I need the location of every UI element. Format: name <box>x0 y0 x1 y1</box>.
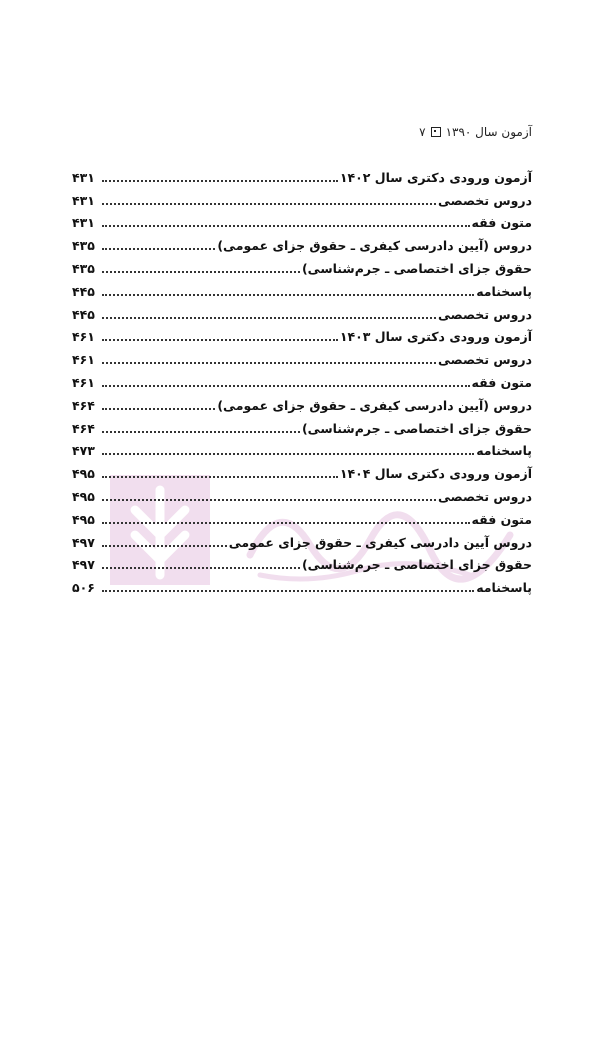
toc-entry[interactable] <box>72 277 532 300</box>
toc-entry-page: ۴۴۵ <box>72 306 95 322</box>
toc-entry[interactable] <box>72 323 532 346</box>
toc-entry-page: ۴۴۵ <box>72 283 95 299</box>
toc-entry-page: ۴۳۵ <box>72 260 95 276</box>
toc-entry-page: ۴۳۵ <box>72 238 95 254</box>
toc-entry-title: متون فقه <box>471 511 532 527</box>
toc-entry-title: دروس تخصصی <box>438 488 532 504</box>
toc-entry[interactable] <box>72 345 532 368</box>
toc-entry-page: ۴۹۵ <box>72 466 95 482</box>
toc-entry[interactable] <box>72 163 532 186</box>
toc-entry[interactable] <box>72 254 532 277</box>
toc-entry-title: پاسخنامه <box>476 443 532 459</box>
toc-entry[interactable] <box>72 300 532 323</box>
toc-entry-title: پاسخنامه <box>476 580 532 596</box>
toc-entry-page: ۴۷۳ <box>72 443 95 459</box>
dot-leader <box>102 567 300 569</box>
toc-entry[interactable] <box>72 414 532 437</box>
toc-entry-title: دروس (آیین دادرسی کیفری ـ حقوق جزای عمومی) <box>217 238 532 254</box>
toc-entry-page: ۴۹۵ <box>72 511 95 527</box>
dot-leader <box>102 385 470 387</box>
toc-entry-title: دروس (آیین دادرسی کیفری ـ حقوق جزای عمومی) <box>217 397 532 413</box>
toc-entry-title: حقوق جزای اختصاصی ـ جرم‌شناسی) <box>301 557 532 573</box>
table-of-contents <box>72 163 532 596</box>
toc-entry-title: دروس آیین دادرسی کیفری ـ حقوق جزای عمومی <box>228 534 532 550</box>
dot-leader <box>102 476 338 478</box>
toc-entry[interactable] <box>72 528 532 551</box>
dot-leader <box>102 590 474 592</box>
dot-leader <box>102 362 436 364</box>
dot-leader <box>102 431 300 433</box>
toc-entry-page: ۴۶۱ <box>72 329 95 345</box>
toc-entry-page: ۴۶۱ <box>72 352 95 368</box>
toc-entry-title: آزمون ورودی دکتری سال ۱۴۰۴ <box>339 466 532 482</box>
toc-entry-title: آزمون ورودی دکتری سال ۱۴۰۲ <box>339 169 532 185</box>
page-number: ۷ <box>419 125 426 139</box>
toc-entry-page: ۵۰۶ <box>72 580 95 596</box>
dot-leader <box>102 203 436 205</box>
square-ornament-icon <box>431 127 441 137</box>
toc-entry-title: پاسخنامه <box>476 283 532 299</box>
toc-entry[interactable] <box>72 573 532 596</box>
dot-leader <box>102 339 338 341</box>
toc-entry-page: ۴۶۴ <box>72 397 95 413</box>
toc-entry-page: ۴۹۷ <box>72 534 95 550</box>
toc-entry[interactable] <box>72 551 532 574</box>
toc-entry-title: حقوق جزای اختصاصی ـ جرم‌شناسی) <box>301 260 532 276</box>
toc-entry[interactable] <box>72 209 532 232</box>
dot-leader <box>102 294 474 296</box>
toc-entry[interactable] <box>72 368 532 391</box>
toc-entry-page: ۴۳۱ <box>72 215 95 231</box>
running-title: آزمون سال ۱۳۹۰ <box>445 125 532 139</box>
dot-leader <box>102 408 215 410</box>
dot-leader <box>102 453 474 455</box>
toc-entry-page: ۴۹۵ <box>72 488 95 504</box>
toc-entry-title: متون فقه <box>471 374 532 390</box>
toc-entry-title: متون فقه <box>471 215 532 231</box>
toc-entry[interactable] <box>72 391 532 414</box>
dot-leader <box>102 545 227 547</box>
toc-entry[interactable] <box>72 505 532 528</box>
toc-entry-title: دروس تخصصی <box>438 352 532 368</box>
dot-leader <box>102 248 215 250</box>
dot-leader <box>102 522 470 524</box>
toc-entry[interactable] <box>72 437 532 460</box>
toc-entry-page: ۴۹۷ <box>72 557 95 573</box>
dot-leader <box>102 225 470 227</box>
toc-entry-page: ۴۶۱ <box>72 374 95 390</box>
toc-entry-page: ۴۳۱ <box>72 192 95 208</box>
toc-entry-title: حقوق جزای اختصاصی ـ جرم‌شناسی) <box>301 420 532 436</box>
toc-entry[interactable] <box>72 186 532 209</box>
dot-leader <box>102 499 436 501</box>
toc-entry[interactable] <box>72 459 532 482</box>
dot-leader <box>102 271 300 273</box>
dot-leader <box>102 317 436 319</box>
dot-leader <box>102 180 338 182</box>
toc-entry[interactable] <box>72 482 532 505</box>
toc-entry-page: ۴۶۴ <box>72 420 95 436</box>
toc-entry-title: دروس تخصصی <box>438 306 532 322</box>
toc-entry-title: دروس تخصصی <box>438 192 532 208</box>
toc-entry-title: آزمون ورودی دکتری سال ۱۴۰۳ <box>339 329 532 345</box>
running-header <box>72 125 532 139</box>
toc-entry[interactable] <box>72 231 532 254</box>
toc-entry-page: ۴۳۱ <box>72 169 95 185</box>
